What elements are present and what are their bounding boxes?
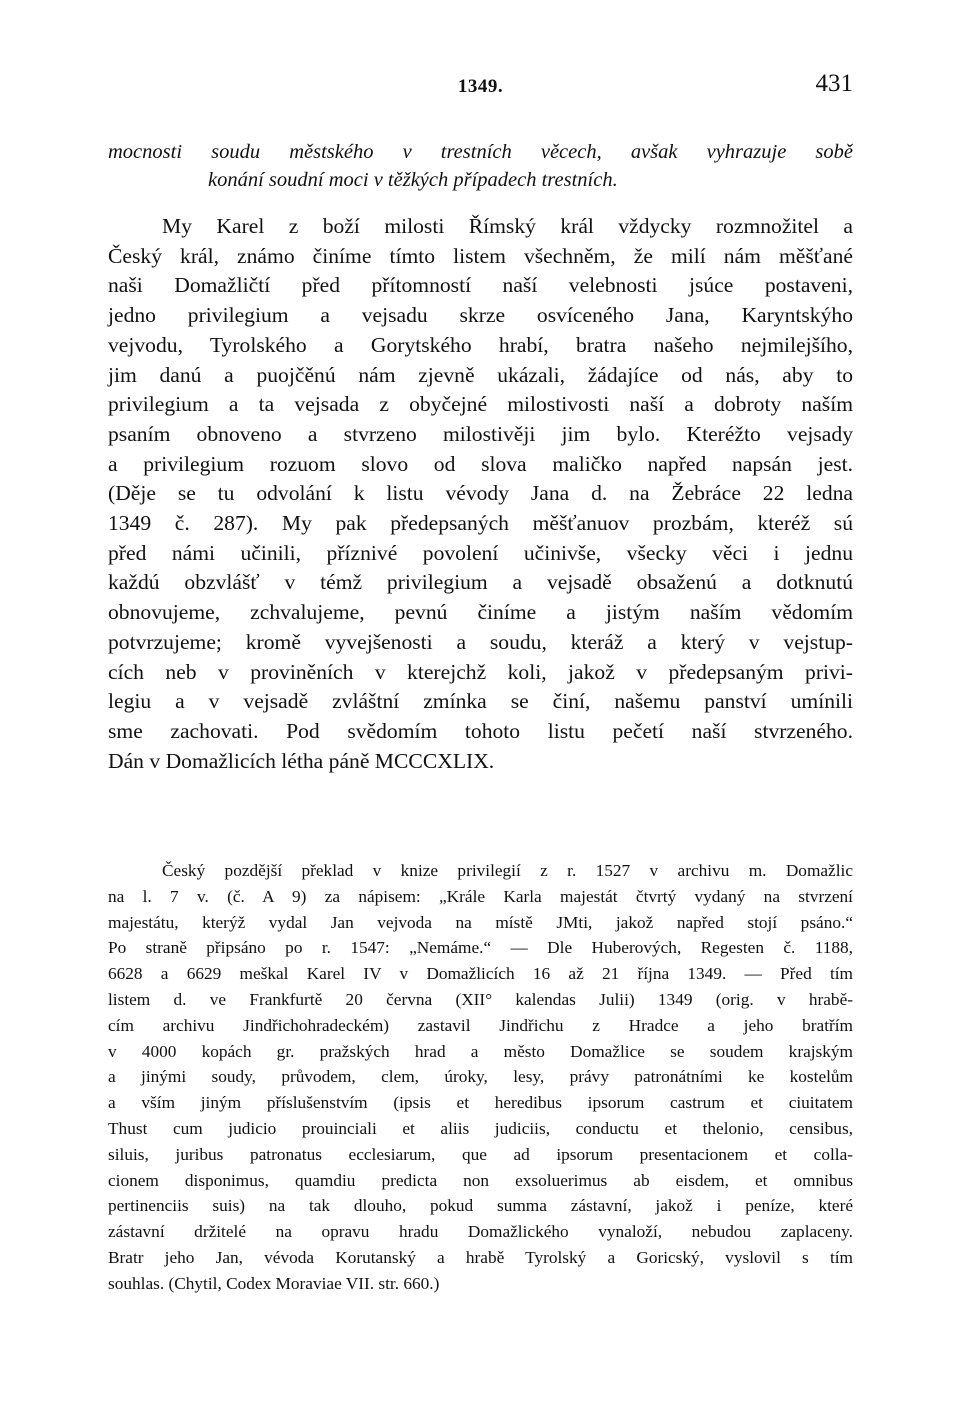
charter-text [108, 212, 853, 776]
charter-line: každú obzvlášť v témž privilegium a vejsadě obsaženú a dotknutú [108, 570, 853, 595]
charter-line: Dán v Domažlicích létha páně MCCCXLIX. [108, 748, 495, 773]
charter-line: a privilegium rozuom slovo od slova maličko napřed napsán jest. [108, 451, 853, 476]
note-line: na l. 7 v. (č. A 9) za nápisem: „Krále Karla majestát čtvrtý vydaný na stvrzení [108, 886, 853, 906]
note-line: siluis, juribus patronatus ecclesiarum, que ad ipsorum presentacionem et colla- [108, 1144, 853, 1164]
charter-line: jedno privilegium a vejsadu skrze osvíceného Jana, Karyntskýho [108, 303, 853, 328]
summary-line: konání soudní moci v těžkých případech trestních. [208, 169, 618, 191]
summary-line: mocnosti soudu městského v trestních věcech, avšak vyhrazuje sobě [108, 141, 853, 163]
charter-line: 1349 č. 287). My pak předepsaných měšťanuov prozbám, kteréž sú [108, 511, 853, 536]
charter-line: vejvodu, Tyrolského a Gorytského hrabí, bratra našeho nejmilejšího, [108, 332, 853, 357]
note-line: a jinými soudy, průvodem, clem, úroky, lesy, právy patronátními ke kostelům [108, 1067, 853, 1087]
charter-line: Český král, známo činíme tímto listem všechněm, že milí nám měšťané [108, 243, 853, 268]
charter-line: před námi učinili, příznivé povolení učinivše, všecky věci i jednu [108, 540, 853, 565]
note-line: majestátu, kterýž vydal Jan vejvoda na místě JMti, jakož napřed stojí psáno.“ [108, 912, 853, 932]
note-line: listem d. ve Frankfurtě 20 června (XII° kalendas Julii) 1349 (orig. v hrabě- [108, 989, 853, 1009]
note-line: cím archivu Jindřichohradeckém) zastavil Jindřichu z Hradce a jeho bratřím [108, 1015, 853, 1035]
summary-heading [108, 138, 853, 194]
page-header [108, 70, 853, 104]
charter-line: legiu a v vejsadě zvláštní zmínka se činí, našemu panství umínili [108, 689, 853, 714]
note-line: zástavní držitelé na opravu hradu Domažlického vynaloží, nebudou zaplaceny. [108, 1222, 853, 1242]
note-line: Po straně připsáno po r. 1547: „Nemáme.“ — Dle Huberových, Regesten č. 1188, [108, 938, 853, 958]
note-line: a vším jiným příslušenstvím (ipsis et heredibus ipsorum castrum et ciuitatem [108, 1093, 853, 1113]
charter-line: cích neb v proviněních v kterejchž koli, jakož v předepsaným privi- [108, 659, 853, 684]
page-number: 431 [815, 70, 853, 97]
note-line: souhlas. (Chytil, Codex Moraviae VII. str. 660.) [108, 1273, 440, 1293]
editorial-note [108, 858, 853, 1297]
note-line: cionem disponimus, quamdiu predicta non exsoluerimus ab eisdem, et omnibus [108, 1170, 853, 1190]
note-line: 6628 a 6629 meškal Karel IV v Domažlicích 16 až 21 října 1349. — Před tím [108, 964, 853, 984]
note-line: pertinenciis suis) na tak dlouho, pokud summa zástavní, jakož i peníze, které [108, 1196, 853, 1216]
running-head-year: 1349. [457, 76, 504, 97]
charter-line: psaním obnoveno a stvrzeno milostivěji jim bylo. Kteréžto vejsady [108, 421, 853, 446]
charter-line: (Děje se tu odvolání k listu vévody Jana d. na Žebráce 22 ledna [108, 481, 853, 506]
note-line: Thust cum judicio prouinciali et aliis judiciis, conductu et thelonio, censibus, [108, 1118, 853, 1138]
charter-line: jim danú a puojčěnú nám zjevně ukázali, žádajíce od nás, aby to [108, 362, 853, 387]
note-line: v 4000 kopách gr. pražských hrad a město Domažlice se soudem krajským [108, 1041, 853, 1061]
charter-line: privilegium a ta vejsada z obyčejné milostivosti naší a dobroty naším [108, 392, 853, 417]
charter-line: potvrzujeme; kromě vyvejšenosti a soudu, kteráž a který v vejstup- [108, 629, 853, 654]
charter-line: naši Domažličtí před přítomností naší velebnosti jsúce postaveni, [108, 273, 853, 298]
note-line: Bratr jeho Jan, vévoda Korutanský a hrabě Tyrolský a Goricský, vyslovil s tím [108, 1247, 853, 1267]
charter-line: obnovujeme, zchvalujeme, pevnú činíme a jistým naším vědomím [108, 600, 853, 625]
note-line: Český pozdější překlad v knize privilegií z r. 1527 v archivu m. Domažlic [162, 861, 853, 880]
charter-line: sme zachovati. Pod svědomím tohoto listu pečetí naší stvrzeného. [108, 718, 853, 743]
charter-line: My Karel z boží milosti Římský král vždycky rozmnožitel a [162, 214, 853, 238]
